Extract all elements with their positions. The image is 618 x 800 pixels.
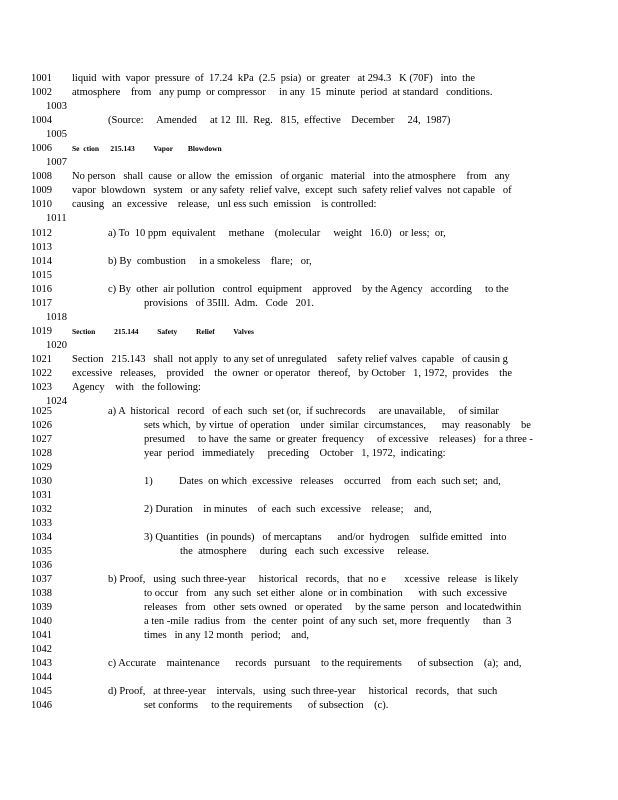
line-number: 1032 xyxy=(31,504,52,515)
line-text: a) To 10 ppm equivalent methane (molecular weight 16.0) or less; or, xyxy=(108,228,446,239)
line-text: presumed to have the same or greater frequency of excessive releases) for a three - xyxy=(144,434,533,445)
line-number: 1031 xyxy=(31,490,52,501)
line-number: 1033 xyxy=(31,518,52,529)
line-number: 1011 xyxy=(46,213,67,224)
line-number: 1006 xyxy=(31,143,52,154)
document-line xyxy=(0,353,618,367)
line-text: sets which, by virtue of operation under similar circumstances, may reasonably be xyxy=(144,420,531,431)
document-line xyxy=(0,198,618,212)
section-heading: Se ction 215.143 Vapor Blowdown xyxy=(72,144,222,153)
line-number: 1044 xyxy=(31,672,52,683)
document-line xyxy=(0,671,618,685)
document-line xyxy=(0,699,618,713)
line-text: vapor blowdown system or any safety relief valve, except such safety relief valves not capable of xyxy=(72,185,512,196)
line-number: 1039 xyxy=(31,602,52,613)
document-line xyxy=(0,170,618,184)
document-line xyxy=(0,128,618,142)
line-number: 1042 xyxy=(31,644,52,655)
line-number: 1018 xyxy=(46,312,67,323)
line-text: a ten -mile radius from the center point of any such set, more frequently than 3 xyxy=(144,616,512,627)
document-line xyxy=(0,489,618,503)
line-text: the atmosphere during each such excessive release. xyxy=(180,546,429,557)
line-number: 1027 xyxy=(31,434,52,445)
document-line xyxy=(0,447,618,461)
line-text: Agency with the following: xyxy=(72,382,201,393)
document-line xyxy=(0,587,618,601)
document-line xyxy=(0,269,618,283)
document-line xyxy=(0,685,618,699)
line-number: 1046 xyxy=(31,700,52,711)
line-number: 1038 xyxy=(31,588,52,599)
line-text: c) By other air pollution control equipment approved by the Agency according to the xyxy=(108,284,509,295)
line-number: 1016 xyxy=(31,284,52,295)
document-line xyxy=(0,475,618,489)
document-line xyxy=(0,241,618,255)
document-line xyxy=(0,367,618,381)
document-line xyxy=(0,419,618,433)
line-text: releases from other sets owned or operated by the same person and locatedwithin xyxy=(144,602,522,613)
line-text: Section 215.143 shall not apply to any set of unregulated safety relief valves capable of causin g xyxy=(72,354,508,365)
line-number: 1024 xyxy=(46,396,67,407)
line-text: a) A historical record of each such set (or, if suchrecords are unavailable, of similar xyxy=(108,406,499,417)
line-text: 1) Dates on which excessive releases occurred from each such set; and, xyxy=(144,476,501,487)
document-line xyxy=(0,142,618,156)
line-number: 1035 xyxy=(31,546,52,557)
line-text: times in any 12 month period; and, xyxy=(144,630,310,641)
document-line xyxy=(0,100,618,114)
document-line xyxy=(0,86,618,100)
document-line xyxy=(0,601,618,615)
line-number: 1009 xyxy=(31,185,52,196)
document-line xyxy=(0,643,618,657)
document-line xyxy=(0,573,618,587)
document-line xyxy=(0,615,618,629)
document-line xyxy=(0,517,618,531)
document-line xyxy=(0,283,618,297)
document-line xyxy=(0,503,618,517)
line-number: 1010 xyxy=(31,199,52,210)
line-number: 1028 xyxy=(31,448,52,459)
line-text: excessive releases, provided the owner or operator thereof, by October 1, 1972, provides the xyxy=(72,368,512,379)
line-text: c) Accurate maintenance records pursuant to the requirements of subsection (a); and, xyxy=(108,658,522,669)
line-number: 1030 xyxy=(31,476,52,487)
document-line xyxy=(0,184,618,198)
document-line xyxy=(0,339,618,353)
line-number: 1003 xyxy=(46,101,67,112)
line-number: 1012 xyxy=(31,228,52,239)
line-number: 1034 xyxy=(31,532,52,543)
line-number: 1001 xyxy=(31,73,52,84)
line-number: 1036 xyxy=(31,560,52,571)
document-line xyxy=(0,311,618,325)
line-text: causing an excessive release, unl ess such emission is controlled: xyxy=(72,199,377,210)
line-number: 1004 xyxy=(31,115,52,126)
document-line xyxy=(0,325,618,339)
line-number: 1040 xyxy=(31,616,52,627)
line-text: 3) Quantities (in pounds) of mercaptans and/or hydrogen sulfide emitted into xyxy=(144,532,507,543)
line-text: set conforms to the requirements of subsection (c). xyxy=(144,700,389,711)
line-text: liquid with vapor pressure of 17.24 kPa (2.5 psia) or greater at 294.3 K (70F) into the xyxy=(72,73,476,84)
document-line xyxy=(0,156,618,170)
line-text: b) Proof, using such three-year historical records, that no e xcessive release is likely xyxy=(108,574,519,585)
line-number: 1022 xyxy=(31,368,52,379)
line-number: 1037 xyxy=(31,574,52,585)
document-line xyxy=(0,531,618,545)
line-number: 1043 xyxy=(31,658,52,669)
line-number: 1007 xyxy=(46,157,67,168)
line-number: 1041 xyxy=(31,630,52,641)
document-line xyxy=(0,405,618,419)
document-line xyxy=(0,545,618,559)
line-number: 1005 xyxy=(46,129,67,140)
document-line xyxy=(0,381,618,395)
line-number: 1023 xyxy=(31,382,52,393)
line-text: b) By combustion in a smokeless flare; or, xyxy=(108,256,312,267)
line-number: 1026 xyxy=(31,420,52,431)
line-number: 1025 xyxy=(31,406,52,417)
line-text: d) Proof, at three-year intervals, using such three-year historical records, that such xyxy=(108,686,498,697)
document-line xyxy=(0,297,618,311)
line-text: 2) Duration in minutes of each such excessive release; and, xyxy=(144,504,432,515)
line-number: 1008 xyxy=(31,171,52,182)
section-heading: Section 215.144 Safety Relief Valves xyxy=(72,327,254,336)
document-line xyxy=(0,72,618,86)
line-text: No person shall cause or allow the emission of organic material into the atmosphere from any xyxy=(72,171,510,182)
line-number: 1045 xyxy=(31,686,52,697)
document-line xyxy=(0,461,618,475)
document-line xyxy=(0,657,618,671)
document-line xyxy=(0,433,618,447)
document-line xyxy=(0,559,618,573)
line-number: 1019 xyxy=(31,326,52,337)
line-number: 1015 xyxy=(31,270,52,281)
line-text: to occur from any such set either alone or in combination with such excessive xyxy=(144,588,508,599)
line-number: 1017 xyxy=(31,298,52,309)
document-line xyxy=(0,255,618,269)
line-number: 1021 xyxy=(31,354,52,365)
line-text: year period immediately preceding October 1, 1972, indicating: xyxy=(144,448,446,459)
line-text: provisions of 35Ill. Adm. Code 201. xyxy=(144,298,315,309)
line-text: atmosphere from any pump or compressor in any 15 minute period at standard conditions. xyxy=(72,87,493,98)
document-line xyxy=(0,114,618,128)
line-number: 1014 xyxy=(31,256,52,267)
line-number: 1013 xyxy=(31,242,52,253)
document-line xyxy=(0,629,618,643)
line-number: 1002 xyxy=(31,87,52,98)
line-text: (Source: Amended at 12 Ill. Reg. 815, effective December 24, 1987) xyxy=(108,115,451,126)
document-line xyxy=(0,227,618,241)
document-line xyxy=(0,212,618,226)
line-number: 1020 xyxy=(46,340,67,351)
line-number: 1029 xyxy=(31,462,52,473)
